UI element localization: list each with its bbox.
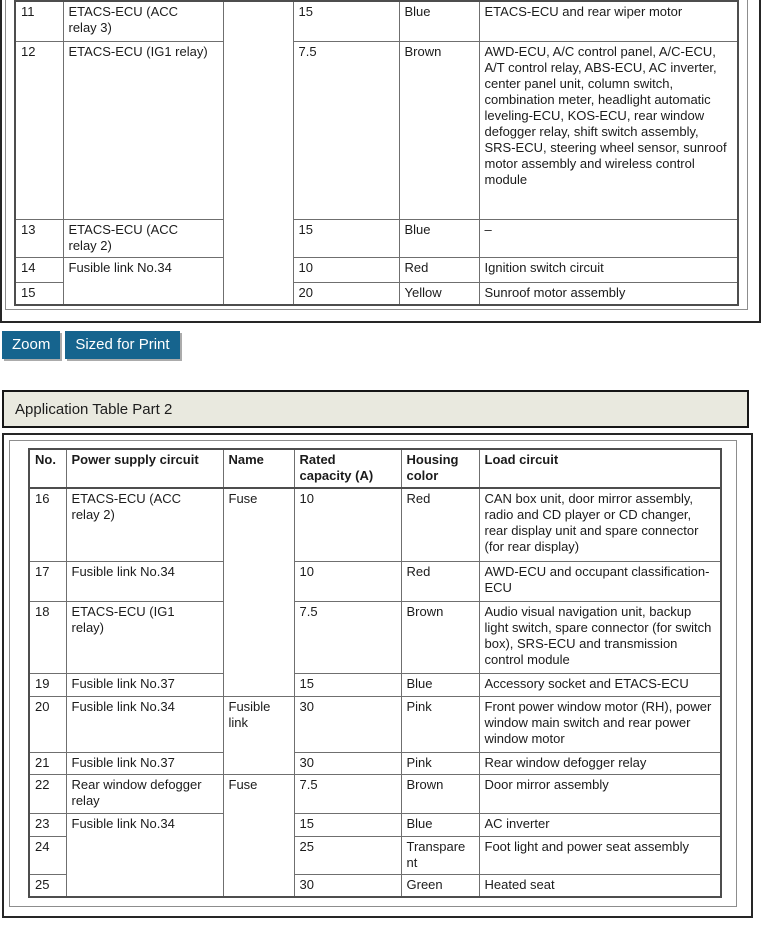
- sized-for-print-button[interactable]: Sized for Print: [65, 331, 179, 359]
- application-table-part1: [14, 0, 739, 306]
- cell-load-circuit: Heated seat: [479, 874, 721, 897]
- cell-load-circuit: Foot light and power seat assembly: [479, 836, 721, 874]
- cell-rated-capacity: 25: [294, 836, 401, 874]
- table-row: [29, 488, 721, 561]
- cell-housing-color: Pink: [401, 696, 479, 752]
- cell-power-supply-circuit: Fusible link No.34: [66, 696, 223, 752]
- cell-load-circuit: Accessory socket and ETACS-ECU: [479, 673, 721, 696]
- cell-no: 15: [15, 282, 63, 305]
- cell-housing-color: Red: [401, 561, 479, 601]
- cell-housing-color: Blue: [399, 1, 479, 41]
- cell-no: 14: [15, 257, 63, 282]
- cell-load-circuit: AWD-ECU, A/C control panel, A/C-ECU, A/T control relay, ABS-ECU, AC inverter, center panel unit, column switch, combination meter, headlight automatic leveling-ECU, KOS-ECU, rear window defogger relay, shift switch assembly, SRS-ECU, steering wheel sensor, sunroof motor assembly and wireless control module: [479, 41, 738, 219]
- cell-no: 16: [29, 488, 66, 561]
- cell-rated-capacity: 15: [294, 813, 401, 836]
- section-header-bar: [2, 390, 749, 428]
- cell-rated-capacity: 15: [294, 673, 401, 696]
- table-row: [29, 752, 721, 774]
- toolbar: [2, 331, 180, 359]
- cell-power-supply-circuit: Fusible link No.37: [66, 752, 223, 774]
- cell-no: 23: [29, 813, 66, 836]
- table-row: [29, 774, 721, 813]
- cell-rated-capacity: 30: [294, 874, 401, 897]
- cell-housing-color: Red: [401, 488, 479, 561]
- cell-load-circuit: Sunroof motor assembly: [479, 282, 738, 305]
- cell-power-supply-circuit: Fusible link No.34: [66, 813, 223, 897]
- cell-rated-capacity: 7.5: [293, 41, 399, 219]
- cell-load-circuit: Audio visual navigation unit, backup light switch, spare connector (for switch box), SRS-ECU and transmission control module: [479, 601, 721, 673]
- cell-housing-color: Blue: [401, 813, 479, 836]
- cell-power-supply-circuit: Fusible link No.34: [63, 257, 223, 305]
- cell-housing-color: Pink: [401, 752, 479, 774]
- col-header-rated-capacity: Rated capacity (A): [294, 449, 401, 488]
- cell-no: 12: [15, 41, 63, 219]
- col-header-no: No.: [29, 449, 66, 488]
- cell-load-circuit: Door mirror assembly: [479, 774, 721, 813]
- cell-no: 18: [29, 601, 66, 673]
- cell-power-supply-circuit: ETACS-ECU (IG1 relay): [63, 41, 223, 219]
- cell-rated-capacity: 7.5: [294, 774, 401, 813]
- cell-power-supply-circuit: Rear window defogger relay: [66, 774, 223, 813]
- cell-power-supply-circuit: ETACS-ECU (ACC relay 2): [63, 219, 223, 257]
- cell-no: 19: [29, 673, 66, 696]
- cell-rated-capacity: 15: [293, 1, 399, 41]
- cell-name: Fusible link: [223, 696, 294, 774]
- cell-rated-capacity: 10: [293, 257, 399, 282]
- col-header-power-supply-circuit: Power supply circuit: [66, 449, 223, 488]
- cell-rated-capacity: 30: [294, 696, 401, 752]
- cell-no: 20: [29, 696, 66, 752]
- cell-rated-capacity: 20: [293, 282, 399, 305]
- cell-name: Fuse: [223, 774, 294, 897]
- cell-name: [223, 1, 293, 305]
- section-title: Application Table Part 2: [15, 400, 173, 418]
- cell-housing-color: Brown: [401, 601, 479, 673]
- cell-load-circuit: AC inverter: [479, 813, 721, 836]
- table-row: [29, 561, 721, 601]
- cell-power-supply-circuit: Fusible link No.37: [66, 673, 223, 696]
- cell-power-supply-circuit: ETACS-ECU (ACC relay 3): [63, 1, 223, 41]
- cell-rated-capacity: 30: [294, 752, 401, 774]
- table-row: [29, 673, 721, 696]
- cell-rated-capacity: 10: [294, 561, 401, 601]
- cell-housing-color: Red: [399, 257, 479, 282]
- cell-no: 13: [15, 219, 63, 257]
- table-row: [29, 601, 721, 673]
- cell-load-circuit: Rear window defogger relay: [479, 752, 721, 774]
- cell-housing-color: Blue: [399, 219, 479, 257]
- cell-no: 24: [29, 836, 66, 874]
- cell-housing-color: Green: [401, 874, 479, 897]
- cell-housing-color: Yellow: [399, 282, 479, 305]
- cell-load-circuit: –: [479, 219, 738, 257]
- cell-housing-color: Transparent: [401, 836, 479, 874]
- table-header-row: [29, 449, 721, 488]
- cell-rated-capacity: 10: [294, 488, 401, 561]
- cell-name: Fuse: [223, 488, 294, 696]
- cell-power-supply-circuit: ETACS-ECU (ACC relay 2): [66, 488, 223, 561]
- col-header-load-circuit: Load circuit: [479, 449, 721, 488]
- application-table-part2: [28, 448, 722, 898]
- cell-no: 22: [29, 774, 66, 813]
- cell-no: 17: [29, 561, 66, 601]
- cell-housing-color: Blue: [401, 673, 479, 696]
- cell-housing-color: Brown: [399, 41, 479, 219]
- table-row: [29, 696, 721, 752]
- cell-load-circuit: Ignition switch circuit: [479, 257, 738, 282]
- table-row: [15, 1, 738, 41]
- cell-rated-capacity: 15: [293, 219, 399, 257]
- table-row: [15, 41, 738, 219]
- cell-power-supply-circuit: ETACS-ECU (IG1 relay): [66, 601, 223, 673]
- cell-rated-capacity: 7.5: [294, 601, 401, 673]
- table-row: [15, 219, 738, 257]
- table-row: [29, 813, 721, 836]
- zoom-button[interactable]: Zoom: [2, 331, 60, 359]
- cell-power-supply-circuit: Fusible link No.34: [66, 561, 223, 601]
- col-header-housing-color: Housing color: [401, 449, 479, 488]
- cell-load-circuit: Front power window motor (RH), power window main switch and rear power window motor: [479, 696, 721, 752]
- cell-load-circuit: AWD-ECU and occupant classification-ECU: [479, 561, 721, 601]
- cell-no: 21: [29, 752, 66, 774]
- cell-load-circuit: CAN box unit, door mirror assembly, radio and CD player or CD changer, rear display unit and spare connector (for rear display): [479, 488, 721, 561]
- cell-housing-color: Brown: [401, 774, 479, 813]
- cell-load-circuit: ETACS-ECU and rear wiper motor: [479, 1, 738, 41]
- cell-no: 11: [15, 1, 63, 41]
- table-row: [15, 257, 738, 282]
- col-header-name: Name: [223, 449, 294, 488]
- cell-no: 25: [29, 874, 66, 897]
